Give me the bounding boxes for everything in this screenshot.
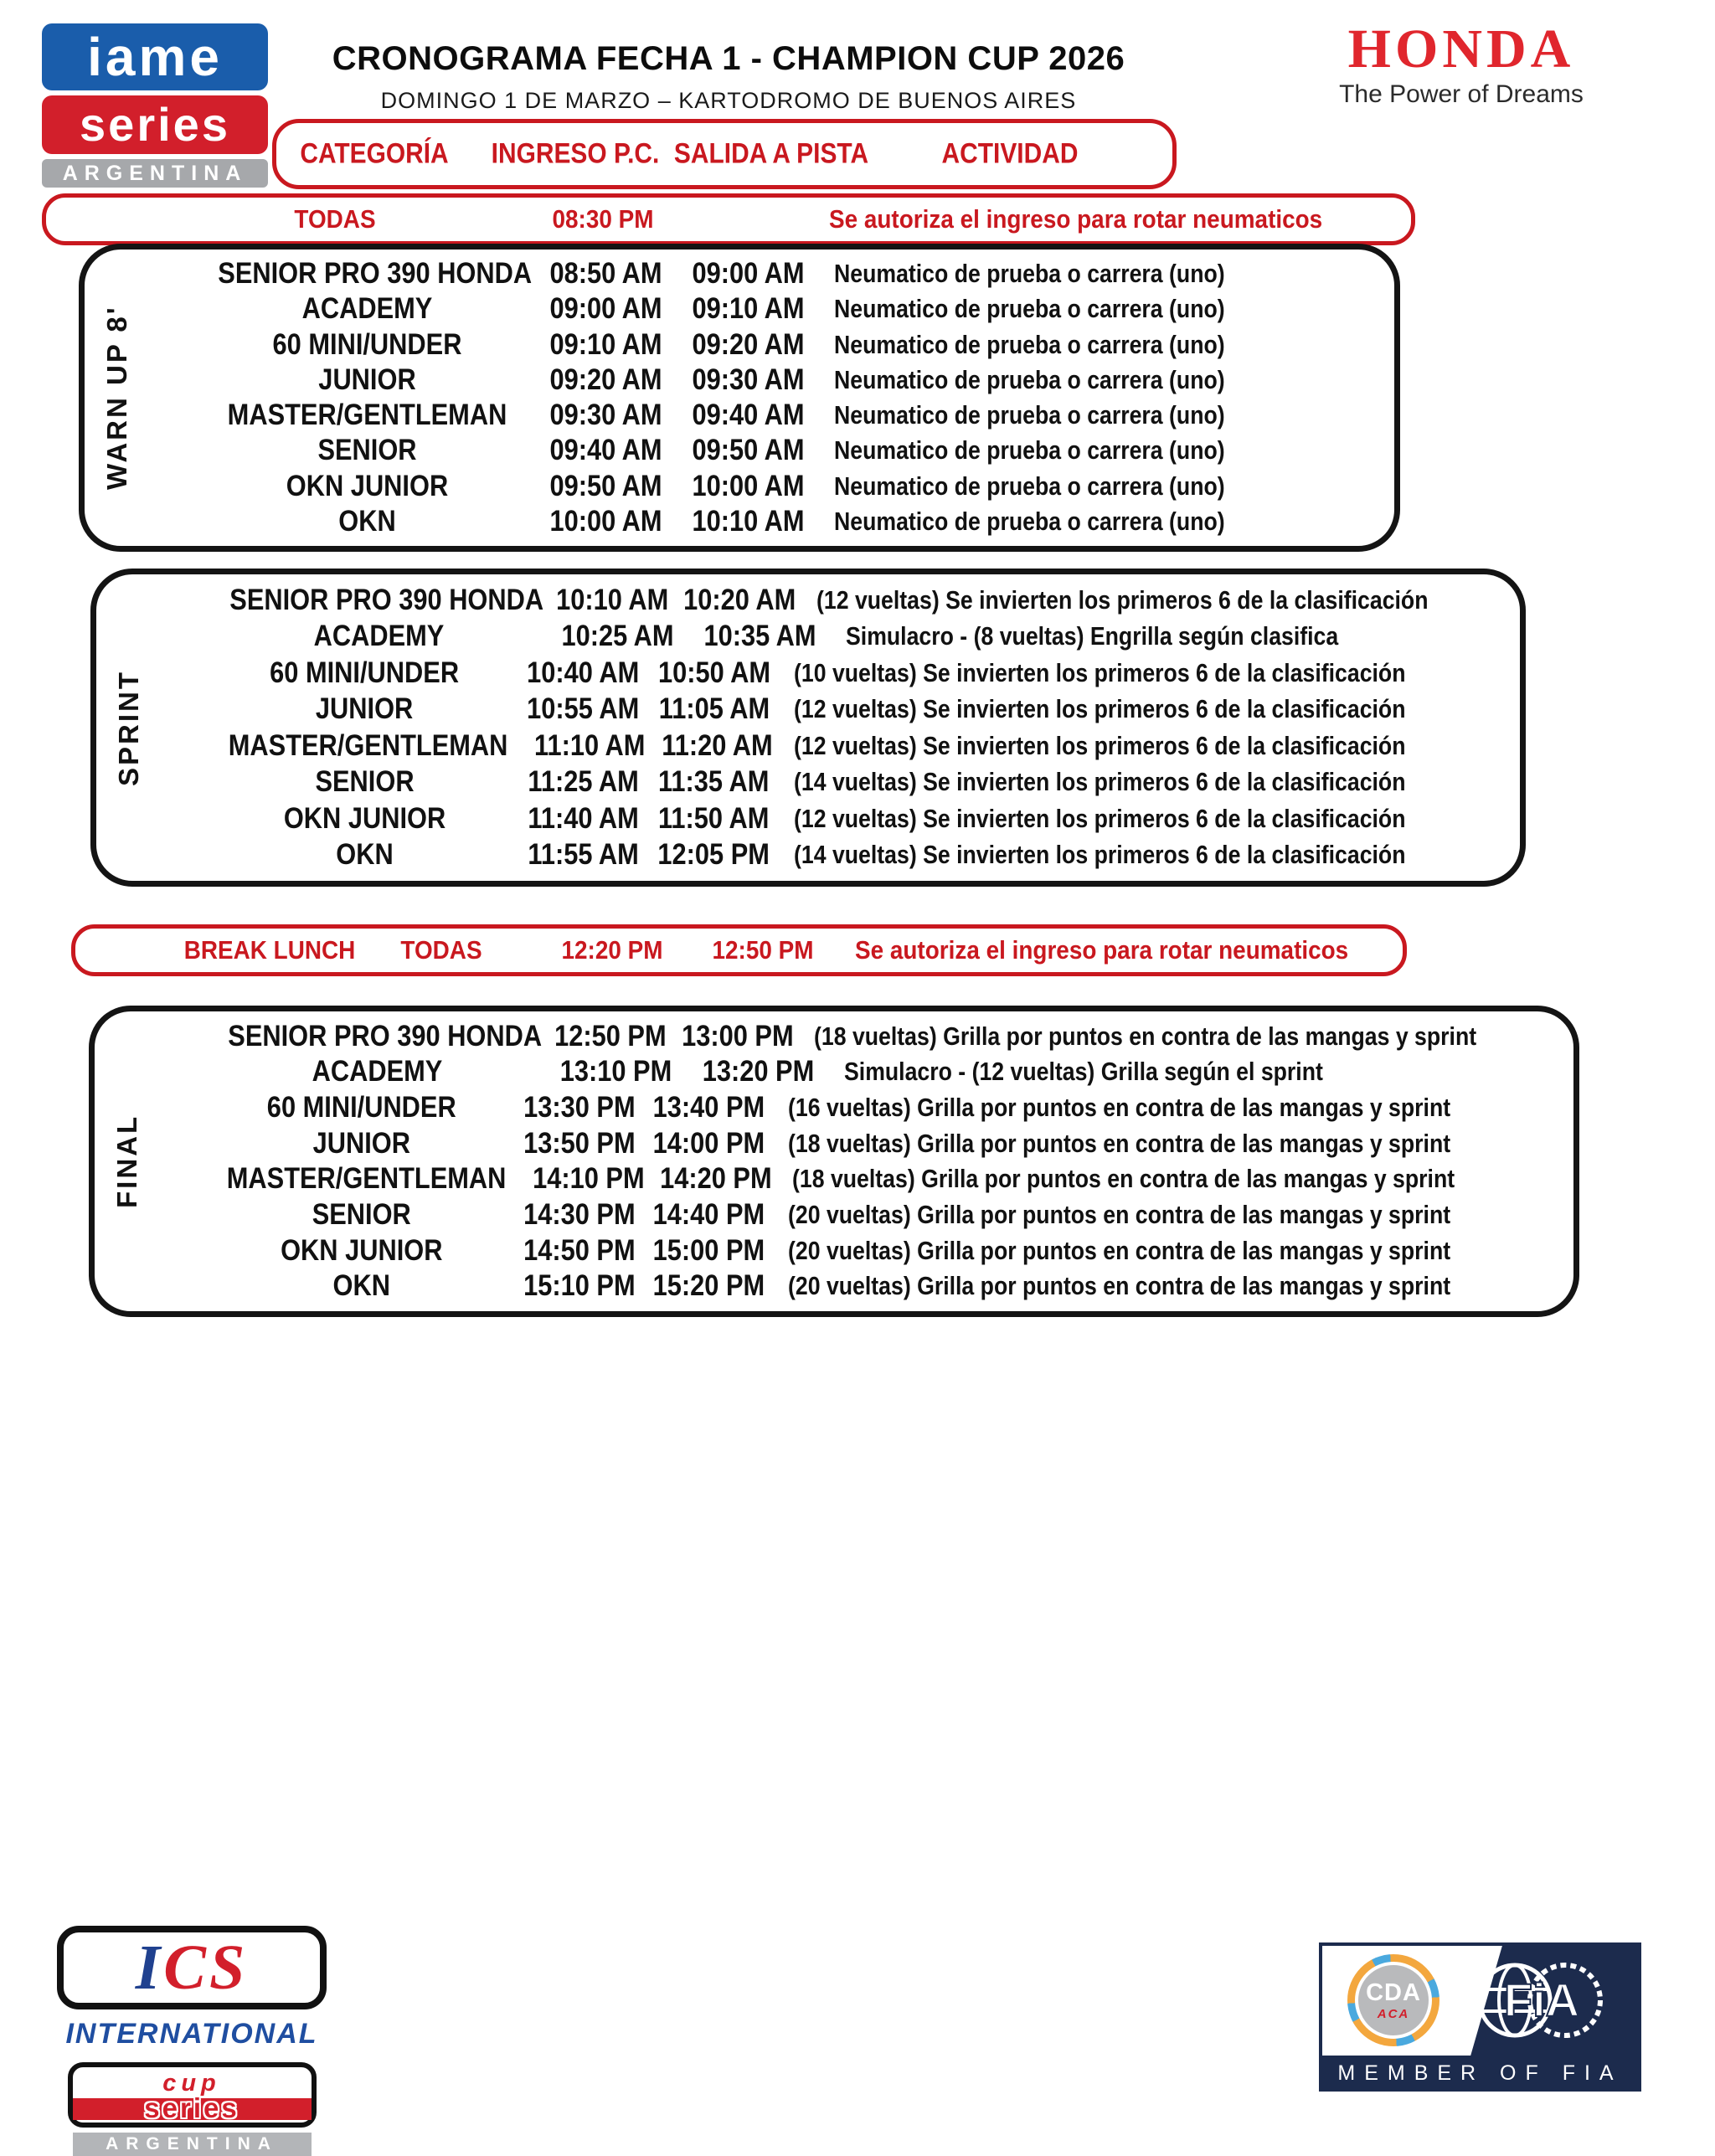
table-row — [208, 1019, 1558, 1054]
row-category: SENIOR PRO 390 HONDA — [218, 257, 533, 291]
row-activity: Neumatico de prueba o carrera (uno) — [834, 506, 1225, 536]
break-lunch-salida-time: 12:50 PM — [712, 935, 814, 965]
row-activity: Neumatico de prueba o carrera (uno) — [834, 471, 1225, 501]
row-ingreso-time: 09:50 AM — [549, 469, 662, 502]
column-header-actividad: ACTIVIDAD — [941, 137, 1079, 170]
row-activity: Simulacro - (8 vueltas) Engrilla según clasifica — [846, 621, 1339, 651]
row-activity: Neumatico de prueba o carrera (uno) — [834, 364, 1225, 394]
row-category: SENIOR — [312, 1197, 411, 1231]
table-row — [209, 801, 1505, 836]
series-label: series — [144, 2092, 239, 2124]
row-category: MASTER/GENTLEMAN — [228, 728, 508, 762]
row-activity: (18 vueltas) Grilla por puntos en contra de las mangas y sprint — [791, 1164, 1455, 1194]
row-salida-time: 11:35 AM — [658, 765, 770, 799]
row-category: OKN JUNIOR — [283, 801, 446, 835]
iame-series-argentina-logo — [42, 23, 268, 188]
row-salida-time: 14:00 PM — [652, 1126, 765, 1160]
row-salida-time: 10:20 AM — [683, 583, 796, 616]
row-activity: (10 vueltas) Se invierten los primeros 6 de la clasificación — [793, 657, 1406, 687]
row-activity: Neumatico de prueba o carrera (uno) — [834, 294, 1225, 324]
ics-wordmark — [57, 1926, 327, 2009]
row-category: ACADEMY — [301, 292, 433, 326]
row-category: 60 MINI/UNDER — [266, 1090, 456, 1124]
table-row — [209, 583, 1505, 618]
row-activity: Simulacro - (12 vueltas) Grilla según el sprint — [844, 1057, 1323, 1087]
row-category: ACADEMY — [313, 620, 445, 653]
break-lunch-name: BREAK LUNCH — [183, 935, 356, 965]
table-row — [198, 363, 1379, 398]
break-lunch-ingreso-time: 12:20 PM — [561, 935, 663, 965]
table-row — [209, 656, 1505, 691]
honda-wordmark: HONDA — [1347, 18, 1575, 80]
row-ingreso-time: 13:30 PM — [523, 1090, 636, 1124]
page-subtitle: DOMINGO 1 DE MARZO – KARTODROMO DE BUENOS AIRES — [380, 88, 1077, 113]
row-salida-time: 10:10 AM — [692, 504, 805, 538]
row-category: ACADEMY — [312, 1055, 443, 1088]
row-salida-time: 15:20 PM — [652, 1269, 765, 1303]
row-ingreso-time: 12:50 PM — [554, 1019, 667, 1052]
row-category: SENIOR — [315, 765, 415, 799]
iame-logo-argentina: ARGENTINA — [42, 159, 268, 188]
row-salida-time: 12:05 PM — [657, 838, 770, 872]
fia-wordmark: FiA — [1503, 1973, 1580, 2026]
row-category: OKN JUNIOR — [286, 469, 449, 502]
row-ingreso-time: 08:50 AM — [549, 257, 662, 291]
table-row — [198, 398, 1379, 433]
row-salida-time: 09:10 AM — [692, 292, 805, 326]
row-category: JUNIOR — [315, 692, 414, 726]
row-category: JUNIOR — [312, 1126, 410, 1160]
table-row — [209, 619, 1505, 654]
row-ingreso-time: 11:40 AM — [528, 801, 639, 835]
row-ingreso-time: 10:55 AM — [527, 692, 640, 726]
row-activity: Neumatico de prueba o carrera (uno) — [834, 435, 1225, 466]
table-row — [208, 1090, 1558, 1125]
section-sprint — [90, 569, 1526, 887]
row-activity: (20 vueltas) Grilla por puntos en contra de las mangas y sprint — [788, 1271, 1451, 1301]
member-of-fia-band: MEMBER OF FIA — [1337, 2061, 1623, 2085]
honda-logo — [1302, 18, 1620, 109]
row-activity: Neumatico de prueba o carrera (uno) — [834, 259, 1225, 289]
table-row — [198, 504, 1379, 539]
row-ingreso-time: 11:25 AM — [528, 765, 639, 799]
section-final-rows — [95, 1011, 1573, 1311]
ics-letters-cs: CS — [163, 1932, 249, 2003]
page-title: CRONOGRAMA FECHA 1 - CHAMPION CUP 2026 — [332, 40, 1125, 77]
row-salida-time: 14:20 PM — [660, 1162, 772, 1196]
cda-wordmark: CDA — [1366, 1978, 1421, 2006]
row-ingreso-time: 14:30 PM — [523, 1197, 636, 1231]
row-activity: (16 vueltas) Grilla por puntos en contra de las mangas y sprint — [788, 1092, 1451, 1122]
row-ingreso-time: 14:10 PM — [533, 1162, 645, 1196]
row-ingreso-time: 09:00 AM — [549, 292, 662, 326]
row-activity: (12 vueltas) Se invierten los primeros 6 de la clasificación — [793, 730, 1406, 760]
column-header-row — [272, 119, 1177, 189]
table-row — [198, 469, 1379, 504]
row-ingreso-time: 09:10 AM — [549, 327, 662, 361]
row-category: OKN — [332, 1269, 390, 1303]
table-row — [208, 1233, 1558, 1268]
cda-fia-member-badge — [1319, 1942, 1641, 2092]
iame-logo-series: series — [42, 95, 268, 154]
column-header-salida: SALIDA A PISTA — [673, 137, 869, 170]
table-row — [208, 1126, 1558, 1161]
row-salida-time: 11:20 AM — [661, 728, 773, 762]
row-ingreso-time: 14:50 PM — [523, 1233, 636, 1267]
table-row — [198, 433, 1379, 468]
section-sprint-rows — [96, 574, 1520, 881]
section-final-label: FINAL — [111, 1114, 142, 1209]
row-salida-time: 13:40 PM — [652, 1090, 765, 1124]
ics-international-cup-series-logo — [57, 1926, 327, 2156]
fia-globe-logo — [1465, 1956, 1620, 2045]
aca-mark: ACA — [1377, 2006, 1410, 2021]
break-lunch-category: TODAS — [400, 935, 482, 965]
row-salida-time: 09:20 AM — [692, 327, 805, 361]
row-ingreso-time: 10:25 AM — [561, 620, 674, 653]
row-activity: Neumatico de prueba o carrera (uno) — [834, 400, 1225, 430]
row-salida-time: 09:50 AM — [692, 434, 805, 467]
cda-logo — [1347, 1954, 1439, 2046]
table-row — [198, 256, 1379, 291]
table-row — [209, 837, 1505, 872]
ics-argentina-band: ARGENTINA — [73, 2133, 312, 2156]
row-ingreso-time: 09:20 AM — [549, 363, 662, 396]
row-ingreso-time: 13:10 PM — [559, 1055, 672, 1088]
column-header-categoria: CATEGORÍA — [300, 137, 449, 170]
row-salida-time: 11:50 AM — [658, 801, 770, 835]
row-ingreso-time: 10:40 AM — [527, 656, 640, 689]
row-ingreso-time: 11:10 AM — [534, 728, 646, 762]
row-salida-time: 09:00 AM — [692, 257, 805, 291]
row-category: 60 MINI/UNDER — [272, 327, 462, 361]
row-salida-time: 10:50 AM — [657, 656, 770, 689]
table-row — [209, 692, 1505, 727]
table-row — [208, 1197, 1558, 1232]
row-activity: (20 vueltas) Grilla por puntos en contra de las mangas y sprint — [788, 1199, 1451, 1229]
series-band — [73, 2092, 312, 2124]
row-activity: Neumatico de prueba o carrera (uno) — [834, 329, 1225, 359]
cup-label: cup — [162, 2070, 221, 2097]
row-activity: (14 vueltas) Se invierten los primeros 6 de la clasificación — [793, 767, 1406, 797]
section-warm-up-label: WARN UP 8' — [101, 305, 132, 491]
row-category: MASTER/GENTLEMAN — [227, 399, 507, 432]
row-activity: (18 vueltas) Grilla por puntos en contra de las mangas y sprint — [813, 1021, 1476, 1051]
row-salida-time: 14:40 PM — [652, 1197, 765, 1231]
row-salida-time: 13:00 PM — [681, 1019, 794, 1052]
row-category: OKN — [338, 504, 396, 538]
row-salida-time: 10:35 AM — [703, 620, 816, 653]
section-sprint-label: SPRINT — [113, 669, 144, 786]
section-warm-up — [79, 244, 1400, 552]
table-row — [209, 728, 1505, 764]
row-category: OKN JUNIOR — [281, 1233, 443, 1267]
section-final — [89, 1006, 1579, 1317]
break-lunch-activity: Se autoriza el ingreso para rotar neumaticos — [855, 935, 1349, 965]
cda-fia-badge-top — [1322, 1946, 1638, 2056]
row-ingreso-time: 09:30 AM — [549, 399, 662, 432]
row-salida-time: 11:05 AM — [658, 692, 770, 726]
table-row — [198, 291, 1379, 327]
row-salida-time: 09:30 AM — [692, 363, 805, 396]
row-activity: (12 vueltas) Se invierten los primeros 6 de la clasificación — [793, 803, 1406, 833]
row-ingreso-time: 15:10 PM — [523, 1269, 636, 1303]
open-track-row — [42, 193, 1415, 245]
break-lunch-row — [71, 924, 1407, 976]
row-activity: (12 vueltas) Se invierten los primeros 6 de la clasificación — [793, 694, 1406, 724]
row-salida-time: 09:40 AM — [692, 399, 805, 432]
open-track-category: TODAS — [294, 204, 376, 234]
row-category: SENIOR PRO 390 HONDA — [228, 1019, 543, 1052]
row-activity: (18 vueltas) Grilla por puntos en contra de las mangas y sprint — [788, 1128, 1451, 1158]
open-track-time: 08:30 PM — [552, 204, 654, 234]
row-ingreso-time: 11:55 AM — [528, 838, 639, 872]
row-activity: (14 vueltas) Se invierten los primeros 6 de la clasificación — [793, 840, 1406, 870]
row-ingreso-time: 13:50 PM — [523, 1126, 636, 1160]
row-category: OKN — [336, 838, 394, 872]
open-track-activity: Se autoriza el ingreso para rotar neumaticos — [829, 204, 1323, 234]
row-salida-time: 13:20 PM — [702, 1055, 815, 1088]
table-row — [198, 327, 1379, 363]
table-row — [208, 1268, 1558, 1304]
row-category: 60 MINI/UNDER — [270, 656, 460, 689]
row-category: JUNIOR — [318, 363, 416, 396]
table-row — [209, 764, 1505, 800]
row-salida-time: 15:00 PM — [652, 1233, 765, 1267]
table-row — [208, 1054, 1558, 1089]
ics-letter-i: I — [135, 1932, 164, 2003]
ics-international-label: INTERNATIONAL — [65, 2018, 318, 2050]
row-activity: (12 vueltas) Se invierten los primeros 6 de la clasificación — [816, 584, 1429, 615]
header-title-block — [318, 40, 1139, 114]
row-category: SENIOR — [317, 434, 417, 467]
row-salida-time: 10:00 AM — [692, 469, 805, 502]
row-category: MASTER/GENTLEMAN — [226, 1162, 507, 1196]
honda-tagline: The Power of Dreams — [1339, 80, 1584, 108]
column-header-ingreso: INGRESO P.C. — [491, 137, 660, 170]
table-row — [208, 1161, 1558, 1196]
row-category: SENIOR PRO 390 HONDA — [229, 583, 544, 616]
iame-logo-wordmark: iame — [42, 23, 268, 90]
row-ingreso-time: 10:00 AM — [549, 504, 662, 538]
cda-logo-inner — [1355, 1962, 1432, 2039]
row-ingreso-time: 10:10 AM — [556, 583, 669, 616]
cup-series-box — [68, 2062, 317, 2128]
row-ingreso-time: 09:40 AM — [549, 434, 662, 467]
row-activity: (20 vueltas) Grilla por puntos en contra de las mangas y sprint — [788, 1235, 1451, 1265]
section-warm-up-rows — [85, 250, 1394, 546]
